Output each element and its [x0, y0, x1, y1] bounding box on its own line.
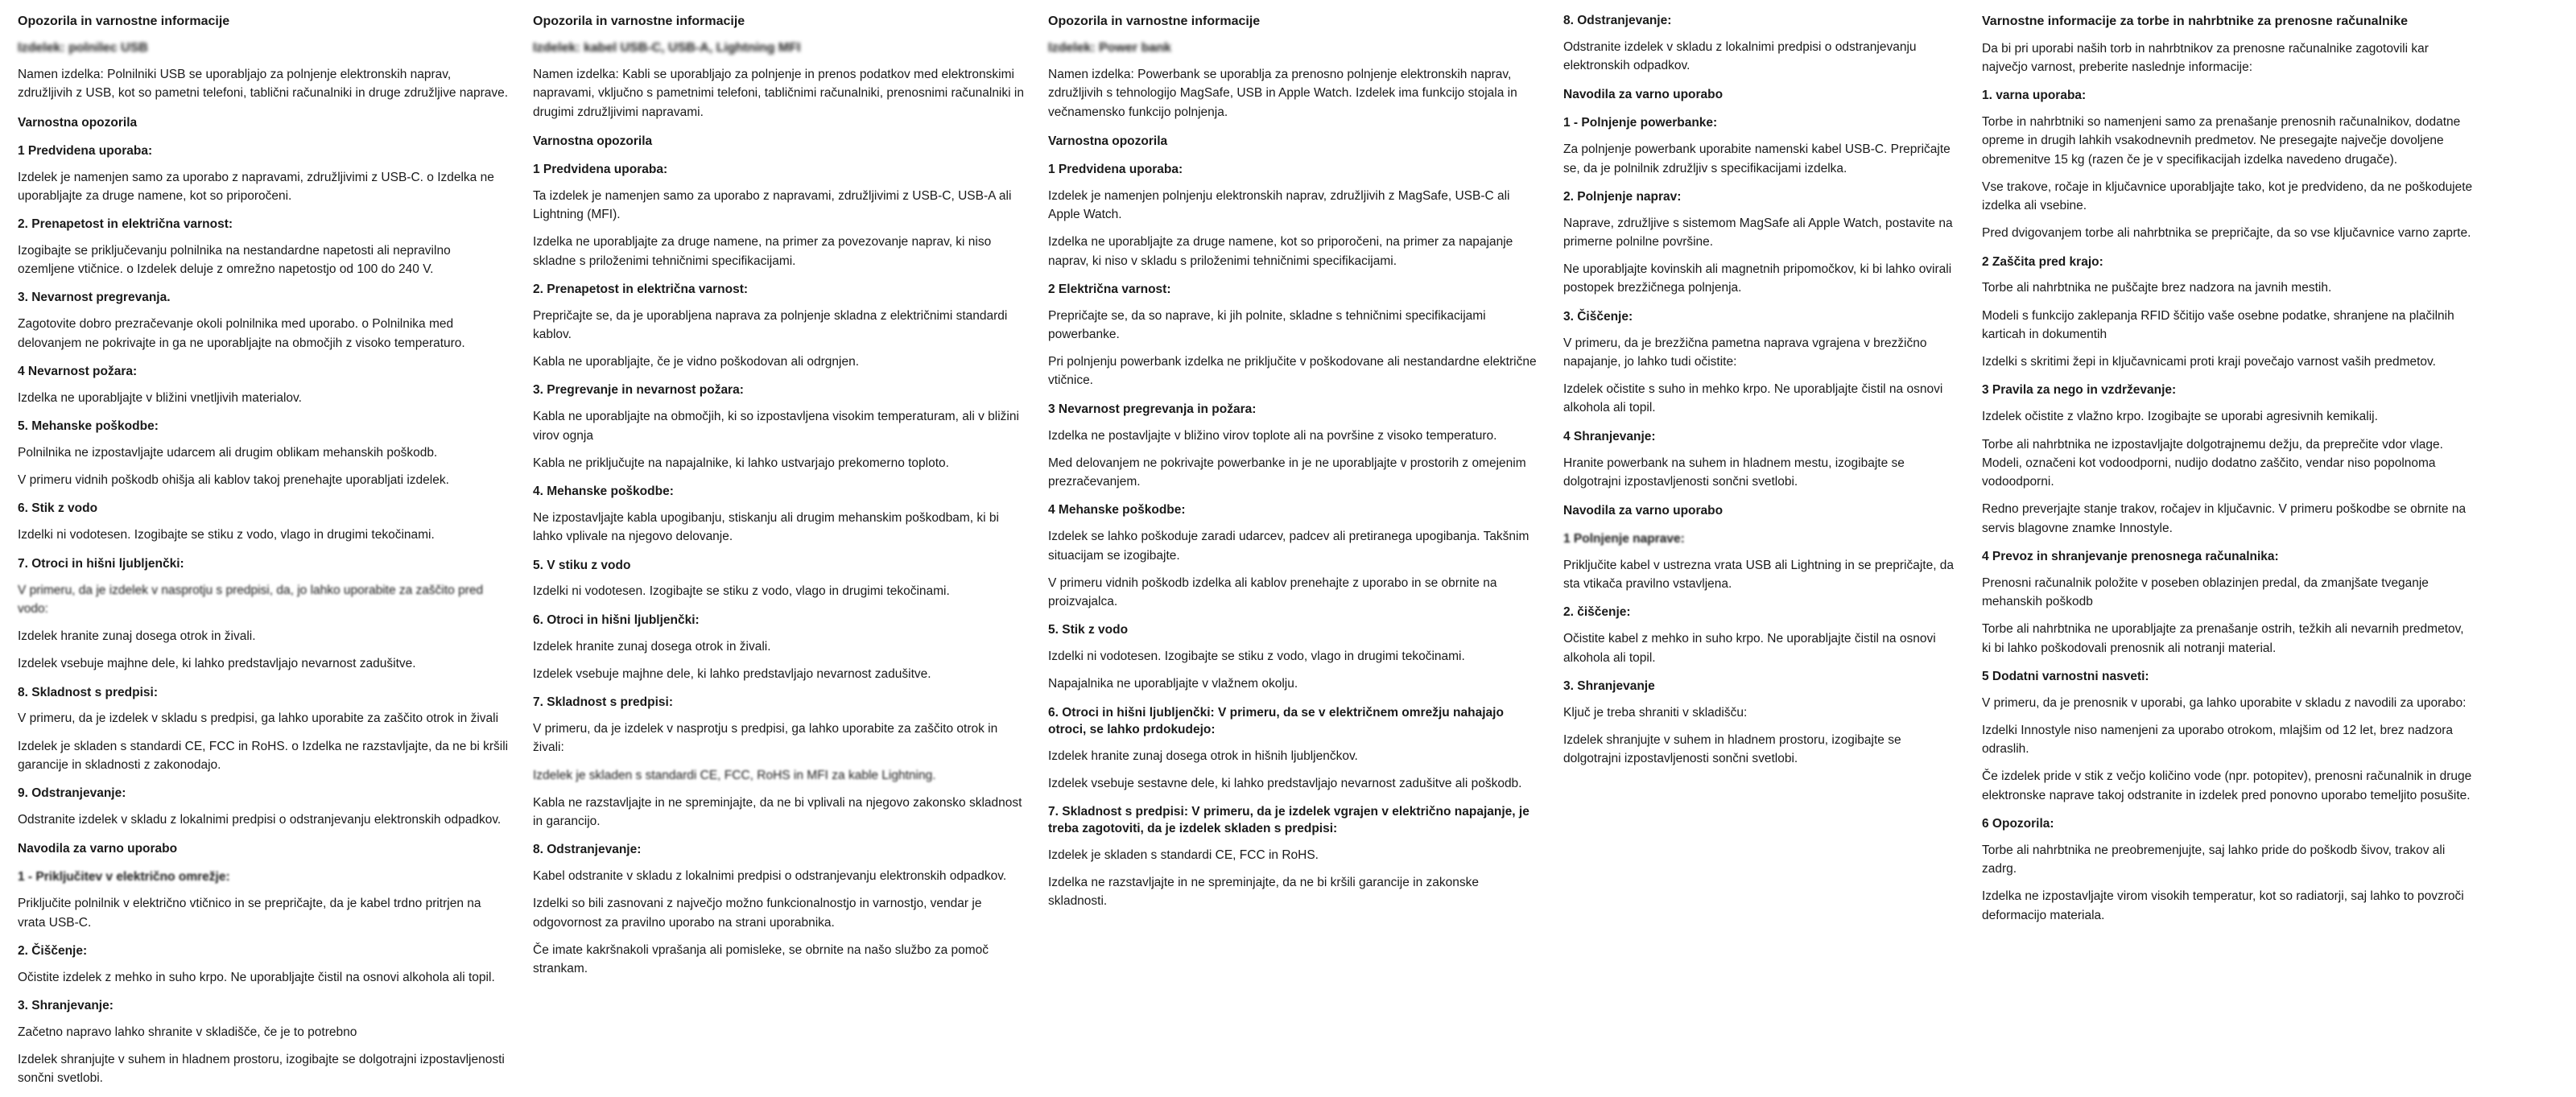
section-heading: 4 Nevarnost požara:	[18, 364, 138, 378]
paragraph: Prenosni računalnik položite v poseben oblazinjen predal, da zmanjšate tveganje mehanskih poškodb	[1982, 575, 2429, 609]
paragraph: Izdelek hranite zunaj dosega otrok in živali.	[18, 629, 256, 644]
paragraph: Začetno napravo lahko shranite v skladišče, če je to potrebno	[18, 1025, 357, 1039]
paragraph: V primeru, da je prenosnik v uporabi, ga lahko uporabite v skladu z navodili za uporabo:	[1982, 695, 2467, 710]
paragraph: Zagotovite dobro prezračevanje okoli polnilnika med uporabo. o Polnilnika med delovanjem ne pokrivajte in ga ne uporabljajte na območjih z visoko temperaturo.	[18, 317, 465, 350]
paragraph: Torbe in nahrbtniki so namenjeni samo za prenašanje prenosnih računalnikov, dodatne opreme in drugih lahkih vsakodnevnih predmetov. Ne presegajte največje dovoljene obremenitve 15 kg (razen če je v specifikacijah izdelka navedeno drugače).	[1982, 115, 2461, 167]
paragraph: Izdelki s skritimi žepi in ključavnicami proti kraji povečajo varnost vaših predmetov.	[1982, 355, 2436, 369]
paragraph: Pri polnjenju powerbank izdelka ne priključite v poškodovane ali nestandardne električne vtičnice.	[1048, 355, 1537, 388]
paragraph: Če izdelek pride v stik z večjo količino vode (npr. potopitev), prenosni računalnik in druge elektronske naprave takoj odstranite in izdelek pred ponovno uporabo temeljito posušite.	[1982, 769, 2472, 802]
section-heading: 1 Predvidena uporaba:	[1048, 162, 1183, 176]
section-heading: 3. Shranjevanje	[1563, 678, 1655, 693]
column-title: Opozorila in varnostne informacije	[1048, 14, 1261, 28]
section-heading: 5. Stik z vodo	[1048, 623, 1129, 637]
paragraph: V primeru vidnih poškodb izdelka ali kablov prenehajte z uporabo in se obrnite na proizvajalca.	[1048, 575, 1497, 609]
section-heading: 3. Pregrevanje in nevarnost požara:	[533, 383, 744, 398]
paragraph: V primeru, da je izdelek v nasprotju s predpisi, ga lahko uporabite za zaščito otrok in živali:	[533, 722, 998, 755]
paragraph: Namen izdelka: Kabli se uporabljajo za polnjenje in prenos podatkov med elektronskimi napravami, vključno s pametnimi telefoni, tabličnimi računalniki, prenosnimi računalniki in drugimi združljivimi napravami.	[533, 68, 1024, 119]
paragraph: Izdelka ne postavljajte v bližino virov toplote ali na površine z visoko temperaturo.	[1048, 428, 1497, 443]
paragraph: Izogibajte se priključevanju polnilnika na nestandardne napetosti ali nepravilno ozemljene vtičnice. o Izdelek deluje z omrežno napetostjo od 100 do 240 V.	[18, 243, 451, 277]
section-heading: 7. Skladnost s predpisi:	[533, 695, 673, 710]
section-heading: 6. Stik z vodo	[18, 501, 98, 516]
paragraph: Izdelek je skladen s standardi CE, FCC in RoHS. o Izdelka ne razstavljajte, da ne bi kršili garancije in skladnosti z zakonodajo.	[18, 739, 509, 772]
paragraph: Izdelek vsebuje sestavne dele, ki lahko predstavljajo nevarnost zadušitve ali poškodb.	[1048, 776, 1522, 790]
paragraph: Izdelek hranite zunaj dosega otrok in hišnih ljubljenčkov.	[1048, 749, 1358, 763]
paragraph: Med delovanjem ne pokrivajte powerbanke in je ne uporabljajte v prostorih z omejenim prezračevanjem.	[1048, 456, 1526, 489]
paragraph: Izdelki ni vodotesen. Izogibajte se stiku z vodo, vlago in drugimi tekočinami.	[533, 584, 950, 599]
section-heading: Varnostna opozorila	[533, 134, 653, 148]
section-heading: 1 Predvidena uporaba:	[18, 143, 153, 158]
column-title: Opozorila in varnostne informacije	[533, 14, 745, 28]
section-heading: 8. Skladnost s predpisi:	[18, 685, 158, 699]
paragraph: Izdelek vsebuje majhne dele, ki lahko predstavljajo nevarnost zadušitve.	[18, 657, 416, 671]
column-subtitle: Izdelek: Power bank	[1048, 40, 1171, 55]
paragraph: Izdelka ne uporabljajte v bližini vnetljivih materialov.	[18, 390, 302, 405]
section-heading: 1. varna uporaba:	[1982, 89, 2087, 103]
paragraph: Pred dvigovanjem torbe ali nahrbtnika se prepričajte, da so vse ključavnice varno zaprte.	[1982, 226, 2471, 241]
section-heading: 2. Prenapetost in električna varnost:	[533, 282, 749, 296]
section-heading: 2 Električna varnost:	[1048, 282, 1171, 296]
paragraph: Priključite polnilnik v električno vtičnico in se prepričajte, da je kabel trdno pritrjen na vrata USB-C.	[18, 897, 481, 930]
paragraph: Izdelki so bili zasnovani z največjo možno funkcionalnostjo in varnostjo, vendar je odgovornost za pravilno uporabo na strani uporabnika.	[533, 897, 982, 930]
section-heading: 4 Mehanske poškodbe:	[1048, 503, 1186, 518]
section-heading: 7. Skladnost s predpisi: V primeru, da je izdelek vgrajen v električno napajanje, je treba zagotoviti, da je izdelek skladen s predpisi:	[1048, 805, 1530, 835]
section-heading: 4 Shranjevanje:	[1563, 429, 1656, 443]
paragraph: Izdelka ne izpostavljajte virom visokih temperatur, kot so radiatorji, saj lahko to povzroči deformacijo materiala.	[1982, 889, 2464, 922]
column-powerbank-continued	[1557, 13, 1975, 777]
column-usb-charger	[11, 13, 526, 1097]
paragraph: Če imate kakršnakoli vprašanja ali pomisleke, se obrnite na našo službo za pomoč strankam.	[533, 942, 989, 976]
section-heading: 4 Prevoz in shranjevanje prenosnega računalnika:	[1982, 549, 2279, 563]
paragraph: Očistite kabel z mehko in suho krpo. Ne uporabljajte čistil na osnovi alkohola ali topil.	[1563, 632, 1936, 665]
section-heading: Navodila za varno uporabo	[18, 842, 178, 856]
column-subtitle: Izdelek: polnilec USB	[18, 40, 148, 55]
section-heading: 2. Čiščenje:	[18, 943, 88, 958]
paragraph: Izdelek shranjujte v suhem in hladnem prostoru, izogibajte se dolgotrajni izpostavljenosti sončni svetlobi.	[1563, 732, 1901, 766]
paragraph: V primeru, da je brezžična pametna naprava vgrajena v brezžično napajanje, jo lahko tudi očistite:	[1563, 336, 1927, 369]
paragraph: Torbe ali nahrbtnika ne puščajte brez nadzora na javnih mestih.	[1982, 281, 2332, 295]
paragraph: Prepričajte se, da je uporabljena naprava za polnjenje skladna z električnimi standardi kablov.	[533, 308, 1008, 341]
paragraph: V primeru vidnih poškodb ohišja ali kablov takoj prenehajte uporabljati izdelek.	[18, 473, 449, 488]
section-heading: Varnostna opozorila	[18, 115, 138, 130]
paragraph: Izdelek očistite s suho in mehko krpo. Ne uporabljajte čistil na osnovi alkohola ali topil.	[1563, 382, 1943, 415]
paragraph: Torbe ali nahrbtnika ne izpostavljajte dolgotrajnemu dežju, da preprečite vdor vlage. Modeli, označeni kot vodoodporni, nudijo dodatno zaščito, vendar niso popolnoma vodoodporni.	[1982, 437, 2443, 489]
section-heading: 5. Mehanske poškodbe:	[18, 419, 159, 434]
paragraph: Izdelka ne uporabljajte za druge namene, na primer za povezovanje naprav, ki niso skladne s priloženimi tehničnimi specifikacijami.	[533, 235, 992, 268]
section-heading: 1 Predvidena uporaba:	[533, 162, 668, 176]
section-heading: 3. Čiščenje:	[1563, 309, 1633, 324]
section-heading: 6. Otroci in hišni ljubljenčki: V primeru, da se v električnem omrežju nahajajo otroci, se lahko prdokudejo:	[1048, 705, 1504, 736]
paragraph: Kabla ne uporabljajte na območjih, ki so izpostavljena visokim temperaturam, ali v bližini virov ognja	[533, 410, 1019, 443]
paragraph: Za polnjenje powerbank uporabite namenski kabel USB-C. Prepričajte se, da je polnilnik združljiv s specifikacijami izdelka.	[1563, 142, 1951, 175]
section-heading: 5. V stiku z vodo	[533, 558, 631, 572]
paragraph: Izdelek je namenjen samo za uporabo z napravami, združljivimi z USB-C. o Izdelka ne uporabljajte za druge namene, kot so priporočeni.	[18, 170, 494, 203]
section-heading: 2. čiščenje:	[1563, 605, 1631, 620]
section-heading: 2. Prenapetost in električna varnost:	[18, 217, 233, 232]
paragraph: Kabel odstranite v skladu z lokalnimi predpisi o odstranjevanju elektronskih odpadkov.	[533, 869, 1007, 884]
paragraph: Kabla ne uporabljajte, če je vidno poškodovan ali odrgnjen.	[533, 355, 860, 369]
section-heading: 3. Shranjevanje:	[18, 998, 114, 1012]
paragraph: Modeli s funkcijo zaklepanja RFID ščitijo vaše osebne podatke, shranjene na plačilnih karticah in dokumentih	[1982, 308, 2454, 341]
paragraph: Namen izdelka: Powerbank se uporablja za prenosno polnjenje elektronskih naprav, združljivih s tehnologijo MagSafe, USB in Apple Watch. Izdelek ima funkcijo stojala in večnamensko funkcijo polnjenja.	[1048, 68, 1517, 119]
paragraph: Izdelek shranjujte v suhem in hladnem prostoru, izogibajte se dolgotrajni izpostavljenosti sončni svetlobi.	[18, 1053, 505, 1086]
paragraph: Izdelek je skladen s standardi CE, FCC, RoHS in MFI za kable Lightning.	[533, 768, 936, 782]
paragraph: Odstranite izdelek v skladu z lokalnimi predpisi o odstranjevanju elektronskih odpadkov.	[18, 813, 502, 827]
paragraph: Kabla ne razstavljajte in ne spreminjajte, da ne bi vplivali na njegovo zakonsko skladnost in garancijo.	[533, 795, 1022, 829]
column-laptop-bag	[1975, 13, 2491, 934]
paragraph: Prepričajte se, da so naprave, ki jih polnite, skladne s tehničnimi specifikacijami powerbanke.	[1048, 308, 1486, 341]
paragraph: Napajalnika ne uporabljajte v vlažnem okolju.	[1048, 677, 1298, 691]
column-cable	[526, 13, 1042, 987]
paragraph: Ključ je treba shraniti v skladišču:	[1563, 705, 1748, 720]
paragraph: Izdelka ne uporabljajte za druge namene, kot so priporočeni, na primer za napajanje naprav, ki niso v skladu s priloženimi tehničnimi specifikacijami.	[1048, 235, 1513, 268]
section-heading: 2. Polnjenje naprav:	[1563, 189, 1682, 204]
paragraph: Izdelek vsebuje majhne dele, ki lahko predstavljajo nevarnost zadušitve.	[533, 666, 931, 681]
paragraph: V primeru, da je izdelek v skladu s predpisi, ga lahko uporabite za zaščito otrok in živali	[18, 711, 499, 726]
section-heading: 6. Otroci in hišni ljubljenčki:	[533, 612, 700, 627]
section-heading: Navodila za varno uporabo	[1563, 504, 1724, 518]
section-heading: 7. Otroci in hišni ljubljenčki:	[18, 556, 184, 571]
paragraph: Ne izpostavljajte kabla upogibanju, stiskanju ali drugim mehanskim poškodbam, ki bi lahko vplivale na njegovo delovanje.	[533, 511, 999, 544]
paragraph: Torbe ali nahrbtnika ne uporabljajte za prenašanje ostrih, težkih ali nevarnih predmetov, ki bi lahko poškodovali prenosnik ali notranji material.	[1982, 622, 2464, 655]
paragraph: Namen izdelka: Polnilniki USB se uporabljajo za polnjenje elektronskih naprav, združljivih z USB, kot so pametni telefoni, tablični računalniki in druge združljive naprave.	[18, 68, 509, 101]
column-subtitle: Izdelek: kabel USB-C, USB-A, Lightning MFI	[533, 40, 801, 55]
paragraph: Ta izdelek je namenjen samo za uporabo z napravami, združljivimi z USB-C, USB-A ali Lightning (MFI).	[533, 188, 1012, 222]
paragraph: Da bi pri uporabi naših torb in nahrbtnikov za prenosne računalnike zagotovili kar največjo varnost, preberite naslednje informacije:	[1982, 41, 2429, 74]
paragraph: V primeru, da je izdelek v nasprotju s predpisi, da, jo lahko uporabite za zaščito pred vodo:	[18, 583, 484, 616]
section-heading: 6 Opozorila:	[1982, 816, 2054, 831]
paragraph: Izdelek očistite z vlažno krpo. Izogibajte se uporabi agresivnih kemikalij.	[1982, 410, 2378, 424]
paragraph: Odstranite izdelek v skladu z lokalnimi predpisi o odstranjevanju elektronskih odpadkov.	[1563, 39, 1917, 73]
section-heading: 4. Mehanske poškodbe:	[533, 485, 674, 499]
paragraph: Izdelek je namenjen polnjenju elektronskih naprav, združljivih z MagSafe, USB-C ali Apple Watch.	[1048, 188, 1510, 222]
paragraph: Hranite powerbank na suhem in hladnem mestu, izogibajte se dolgotrajni izpostavljenosti sončni svetlobi.	[1563, 456, 1905, 489]
paragraph: Vse trakove, ročaje in ključavnice uporabljajte tako, kot je predvideno, da ne poškodujete izdelka ali vsebine.	[1982, 179, 2473, 213]
section-heading: 1 Polnjenje naprave:	[1563, 531, 1685, 546]
section-heading: 8. Odstranjevanje:	[1563, 14, 1672, 27]
section-heading: 1 - Priključitev v električno omrežje:	[18, 870, 230, 885]
column-powerbank	[1042, 13, 1557, 920]
paragraph: Polnilnika ne izpostavljajte udarcem ali drugim oblikam mehanskih poškodb.	[18, 445, 438, 460]
paragraph: Redno preverjajte stanje trakov, ročajev in ključavnic. V primeru poškodbe se obrnite na servis blagovne znamke Innostyle.	[1982, 502, 2467, 535]
column-title: Varnostne informacije za torbe in nahrbtnike za prenosne računalnike	[1982, 14, 2409, 28]
section-heading: Navodila za varno uporabo	[1563, 88, 1724, 102]
paragraph: Kabla ne priključujte na napajalnike, ki lahko ustvarjajo prekomerno toploto.	[533, 456, 949, 470]
paragraph: Očistite izdelek z mehko in suho krpo. Ne uporabljajte čistil na osnovi alkohola ali topil.	[18, 970, 495, 984]
section-heading: Varnostna opozorila	[1048, 134, 1168, 148]
section-heading: 3. Nevarnost pregrevanja.	[18, 291, 171, 305]
paragraph: Torbe ali nahrbtnika ne preobremenjujte, saj lahko pride do poškodb šivov, trakov ali zadrg.	[1982, 843, 2446, 876]
section-heading: 8. Odstranjevanje:	[533, 843, 642, 857]
paragraph: Ne uporabljajte kovinskih ali magnetnih pripomočkov, ki bi lahko ovirali postopek brezžičnega polnjenja.	[1563, 262, 1952, 295]
paragraph: Izdelki Innostyle niso namenjeni za uporabo otrokom, mlajšim od 12 let, brez nadzora odraslih.	[1982, 723, 2454, 757]
paragraph: Naprave, združljive s sistemom MagSafe ali Apple Watch, postavite na primerne polnilne površine.	[1563, 216, 1953, 249]
paragraph: Izdelki ni vodotesen. Izogibajte se stiku z vodo, vlago in drugimi tekočinami.	[1048, 650, 1465, 664]
section-heading: 3 Pravila za nego in vzdrževanje:	[1982, 383, 2177, 398]
paragraph: Izdelek se lahko poškoduje zaradi udarcev, padcev ali pretiranega upogibanja. Takšnim situacijam se izogibajte.	[1048, 530, 1530, 563]
section-heading: 2 Zaščita pred krajo:	[1982, 254, 2103, 269]
paragraph: Izdelka ne razstavljajte in ne spreminjajte, da ne bi kršili garancije in zakonske skladnosti.	[1048, 876, 1480, 909]
paragraph: Izdelki ni vodotesen. Izogibajte se stiku z vodo, vlago in drugimi tekočinami.	[18, 528, 435, 542]
section-heading: 9. Odstranjevanje:	[18, 786, 126, 801]
paragraph: Priključite kabel v ustrezna vrata USB ali Lightning in se prepričajte, da sta vtikača pravilno vstavljena.	[1563, 558, 1955, 592]
column-title: Opozorila in varnostne informacije	[18, 14, 230, 28]
paragraph: Izdelek je skladen s standardi CE, FCC in RoHS.	[1048, 847, 1319, 862]
section-heading: 5 Dodatni varnostni nasveti:	[1982, 669, 2149, 683]
section-heading: 3 Nevarnost pregrevanja in požara:	[1048, 402, 1257, 416]
section-heading: 1 - Polnjenje powerbanke:	[1563, 116, 1718, 130]
paragraph: Izdelek hranite zunaj dosega otrok in živali.	[533, 639, 771, 654]
